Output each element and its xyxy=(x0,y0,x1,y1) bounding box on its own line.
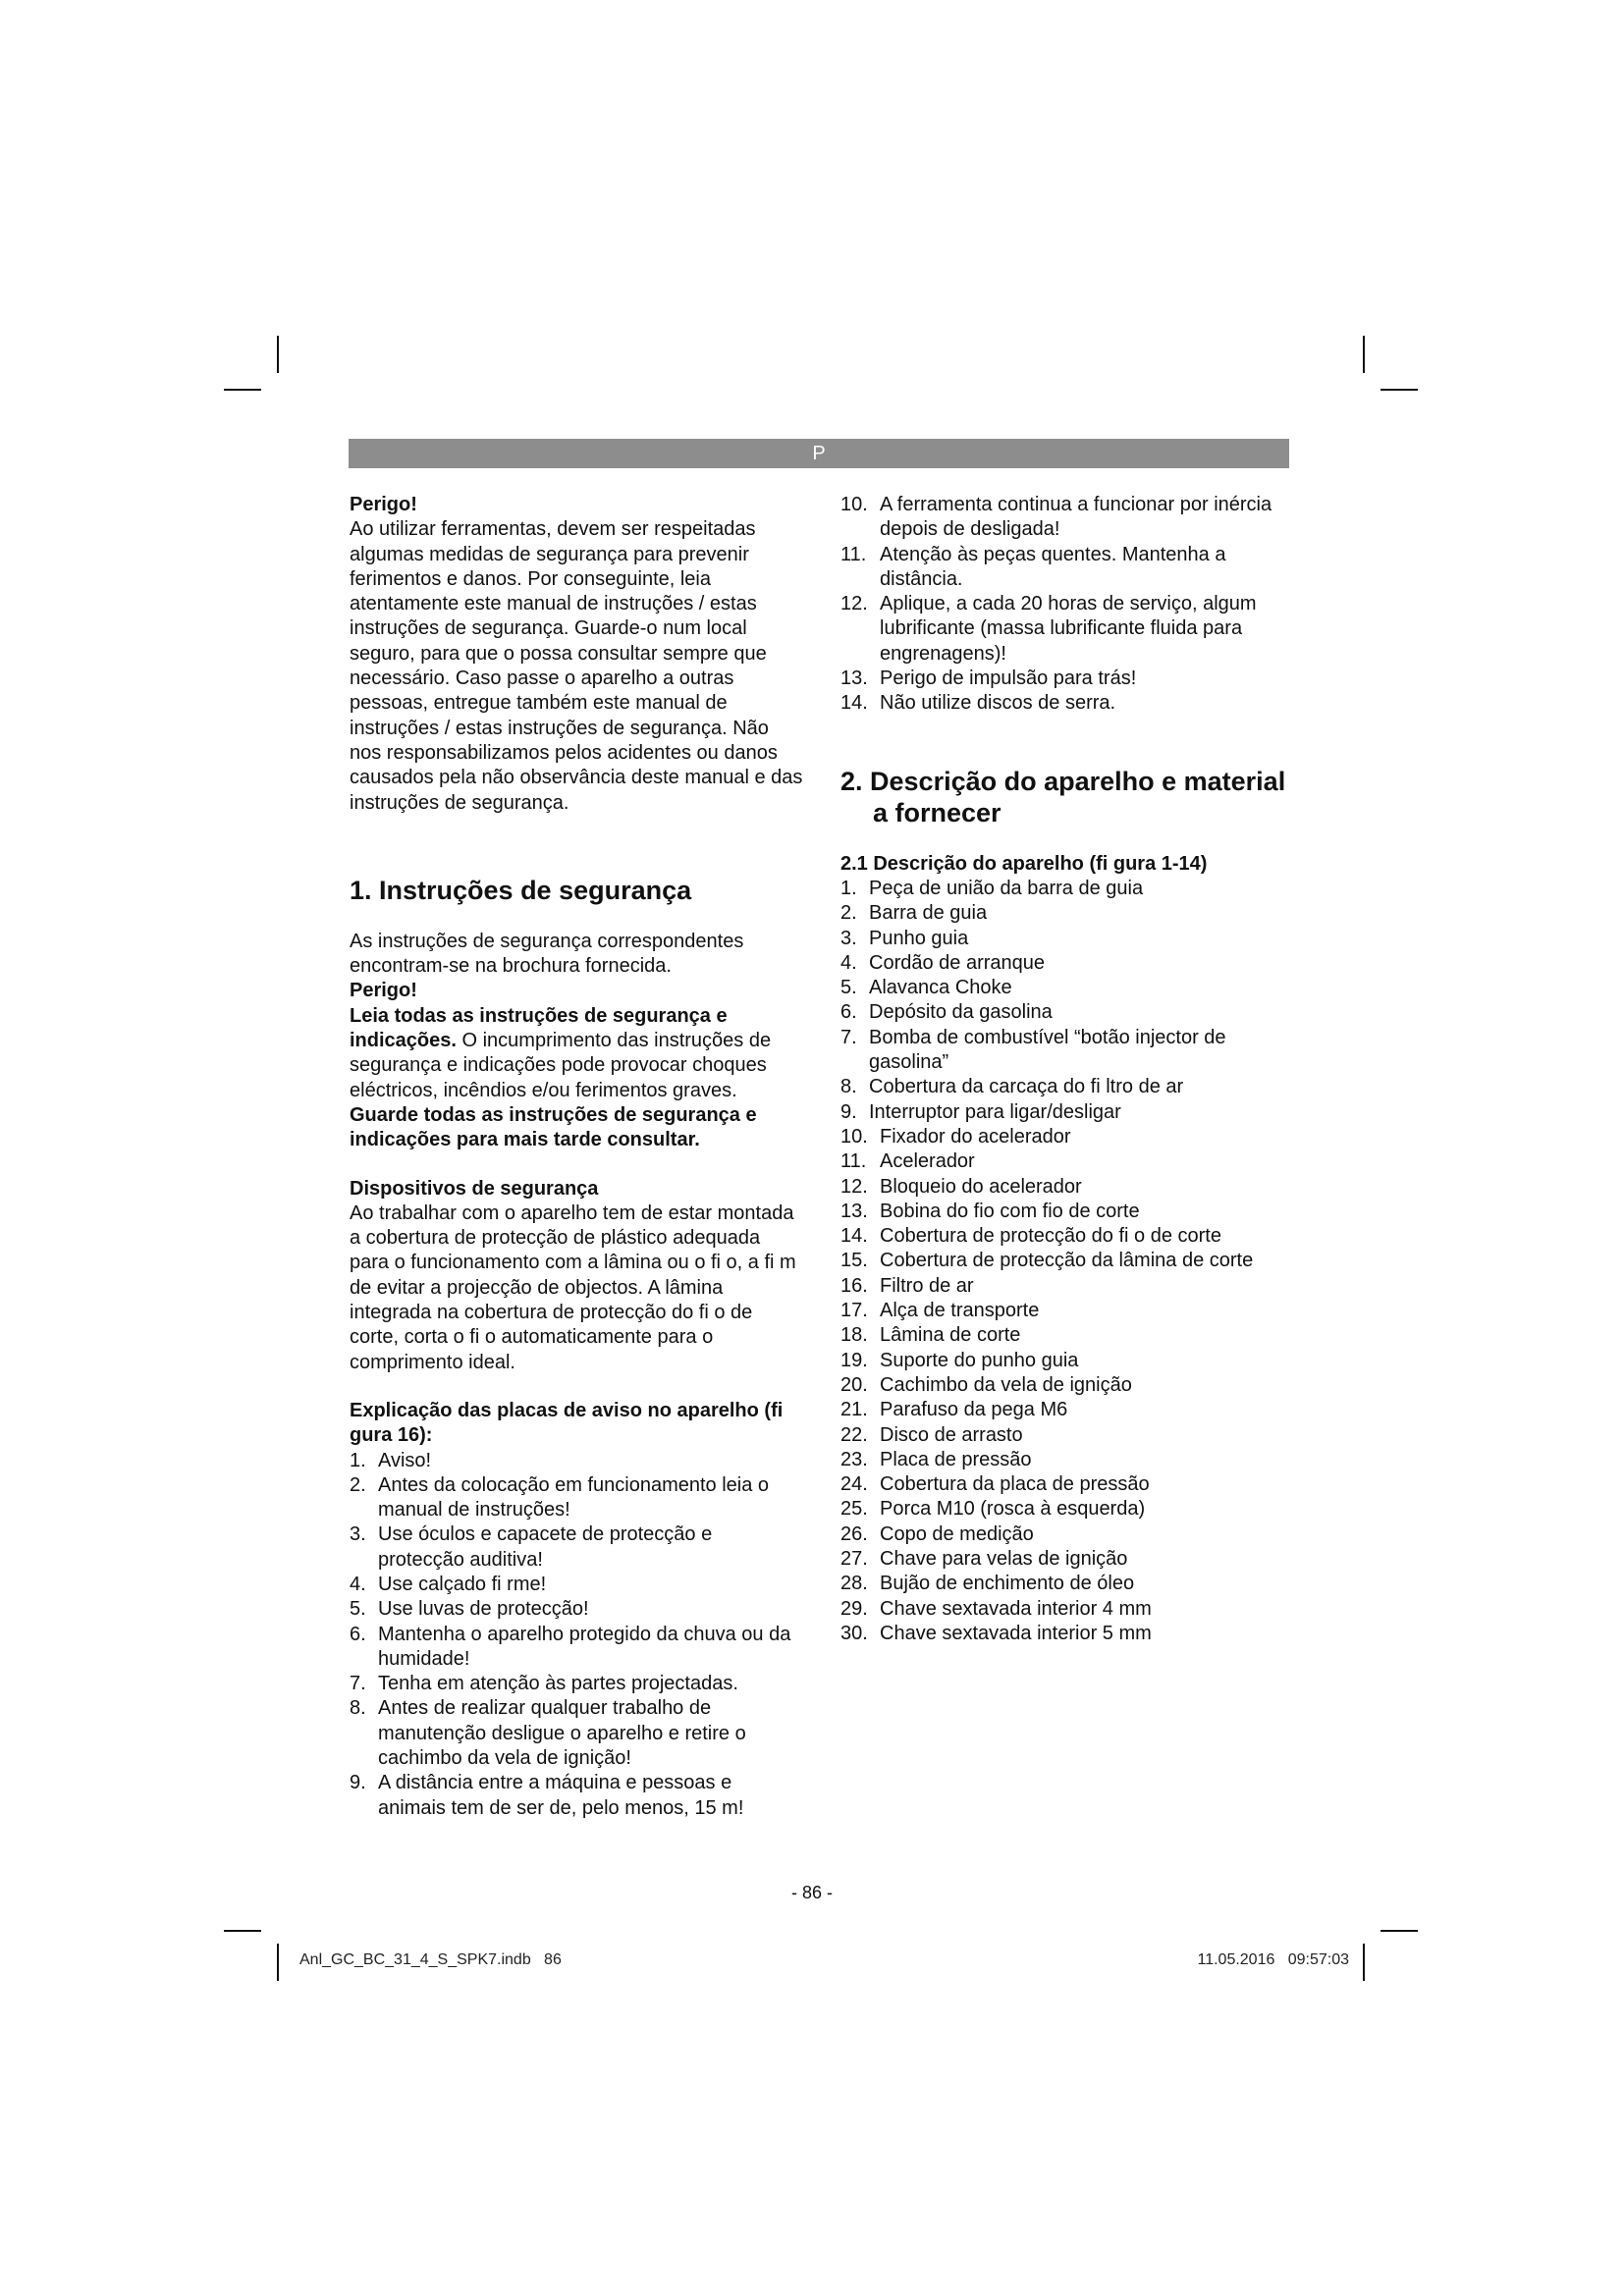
subsection-2-1-title: 2.1 Descrição do aparelho (fi gura 1-14) xyxy=(840,852,1208,875)
safety-devices-text: Ao trabalhar com o aparelho tem de estar montada a cobertura de protecção de plástico adequada para o funcionamento com a lâmina ou o fi o, a fi m de evitar a projecção de objectos. A lâmina integrada na cobertura de protecção do fi o de corte, corta o fi o automaticamente para o comprimento ideal. xyxy=(350,1201,796,1373)
list-item: 6. Mantenha o aparelho protegido da chuva ou da humidade! xyxy=(350,1623,791,1670)
keep-instructions-note: Guarde todas as instruções de segurança e indicações para mais tarde consultar. xyxy=(350,1103,757,1151)
list-item: 4. Cordão de arranque xyxy=(840,951,1046,974)
crop-mark xyxy=(224,389,261,391)
crop-mark xyxy=(1363,336,1365,373)
warning-text-2 xyxy=(350,1004,803,1103)
language-header-bar: P xyxy=(349,439,1289,468)
list-item: 15. Cobertura de protecção da lâmina de corte xyxy=(840,1250,1254,1272)
list-item: 20. Cachimbo da vela de ignição xyxy=(840,1373,1132,1396)
warning-signs-list-continued xyxy=(840,493,1294,717)
list-item: 25. Porca M10 (rosca à esquerda) xyxy=(840,1498,1146,1521)
list-item: 5. Use luvas de protecção! xyxy=(350,1598,589,1621)
warning-bold-lead: Leia todas as instruções de segurança e indicações. xyxy=(350,1004,728,1052)
list-item: 11. Atenção às peças quentes. Mantenha a distância. xyxy=(840,543,1226,590)
list-item: 21. Parafuso da pega M6 xyxy=(840,1399,1068,1421)
list-item: 19. Suporte do punho guia xyxy=(840,1349,1079,1371)
left-column xyxy=(350,493,803,1821)
list-item: 5. Alavanca Choke xyxy=(840,977,1012,999)
crop-mark xyxy=(1380,389,1418,391)
list-item: 29. Chave sextavada interior 4 mm xyxy=(840,1597,1152,1620)
list-item: 12. Bloqueio do acelerador xyxy=(840,1175,1082,1198)
crop-mark xyxy=(277,336,279,373)
warning-signs-title: Explicação das placas de aviso no aparelho (fi gura 16): xyxy=(350,1399,784,1447)
safety-devices-title: Dispositivos de segurança xyxy=(350,1177,599,1200)
list-item: 16. Filtro de ar xyxy=(840,1274,974,1297)
list-item: 1. Aviso! xyxy=(350,1449,432,1471)
list-item: 10. Fixador do acelerador xyxy=(840,1125,1071,1148)
list-item: 11. Acelerador xyxy=(840,1150,975,1173)
list-item: 7. Bomba de combustível “botão injector de gasolina” xyxy=(840,1026,1226,1074)
right-column xyxy=(840,493,1294,1646)
list-item: 14. Cobertura de protecção do fi o de corte xyxy=(840,1225,1221,1248)
list-item: 12. Aplique, a cada 20 horas de serviço, algum lubrificante (massa lubrificante fluida para engrenagens)! xyxy=(840,593,1257,665)
parts-list xyxy=(840,877,1294,1125)
list-item: 8. Cobertura da carcaça do fi ltro de ar xyxy=(840,1076,1184,1098)
list-item: 6. Depósito da gasolina xyxy=(840,1001,1053,1024)
list-item: 30. Chave sextavada interior 5 mm xyxy=(840,1622,1152,1644)
warning-title: Perigo! xyxy=(350,494,417,515)
list-item: 1. Peça de união da barra de guia xyxy=(840,877,1144,899)
crop-mark xyxy=(1363,1944,1365,1981)
list-item: 13. Perigo de impulsão para trás! xyxy=(840,667,1137,690)
crop-mark xyxy=(1380,1930,1418,1932)
list-item: 18. Lâmina de corte xyxy=(840,1324,1021,1347)
footer-filename: Anl_GC_BC_31_4_S_SPK7.indb 86 xyxy=(299,1951,562,1968)
list-item: 9. Interruptor para ligar/desligar xyxy=(840,1100,1121,1123)
list-item: 26. Copo de medição xyxy=(840,1522,1034,1545)
crop-mark xyxy=(277,1944,279,1981)
list-item: 3. Use óculos e capacete de protecção e protecção auditiva! xyxy=(350,1523,713,1571)
list-item: 4. Use calçado fi rme! xyxy=(350,1573,547,1595)
list-item: 7. Tenha em atenção às partes projectadas. xyxy=(350,1673,738,1695)
list-item: 14. Não utilize discos de serra. xyxy=(840,692,1116,715)
list-item: 22. Disco de arrasto xyxy=(840,1423,1023,1446)
parts-list-continued xyxy=(840,1125,1294,1646)
page-number: - 86 - xyxy=(790,1883,833,1902)
section-1-title: 1. Instruções de segurança xyxy=(350,875,692,905)
warning-body: O incumprimento das instruções de segurança e indicações pode provocar choques eléctricos, incêndios e/ou ferimentos graves. xyxy=(350,1030,772,1101)
list-item: 13. Bobina do fio com fio de corte xyxy=(840,1200,1140,1222)
list-item: 10. A ferramenta continua a funcionar por inércia depois de desligada! xyxy=(840,494,1272,541)
list-item: 2. Antes da colocação em funcionamento leia o manual de instruções! xyxy=(350,1473,770,1522)
warning-title-2: Perigo! xyxy=(350,980,417,1002)
footer-timestamp: 11.05.2016 09:57:03 xyxy=(1197,1951,1349,1968)
list-item: 23. Placa de pressão xyxy=(840,1448,1032,1470)
list-item: 2. Barra de guia xyxy=(840,902,988,925)
list-item: 27. Chave para velas de ignição xyxy=(840,1547,1128,1570)
warning-signs-list xyxy=(350,1449,803,1821)
crop-mark xyxy=(224,1930,261,1932)
list-item: 17. Alça de transporte xyxy=(840,1300,1040,1322)
list-item: 9. A distância entre a máquina e pessoas e animais tem de ser de, pelo menos, 15 m! xyxy=(350,1772,744,1819)
section-2-title: 2. Descrição do aparelho e material a fornecer xyxy=(840,766,1286,828)
list-item: 24. Cobertura da placa de pressão xyxy=(840,1473,1150,1496)
section-1-intro: As instruções de segurança correspondentes encontram-se na brochura fornecida. xyxy=(350,930,744,978)
warning-text: Ao utilizar ferramentas, devem ser respeitadas algumas medidas de segurança para prevenir ferimentos e danos. Por conseguinte, leia atentamente este manual de instruções / estas instruções de segurança. Guarde-o num local seguro, para que o possa consultar sempre que necessário. Caso passe o aparelho a outras pessoas, entregue também este manual de instruções / estas instruções de segurança. Não nos responsabilizamos pelos acidentes ou danos causados pela não observância deste manual e das instruções de segurança. xyxy=(350,518,803,814)
list-item: 8. Antes de realizar qualquer trabalho de manutenção desligue o aparelho e retire o cachimbo da vela de ignição! xyxy=(350,1697,746,1770)
list-item: 3. Punho guia xyxy=(840,927,969,949)
list-item: 28. Bujão de enchimento de óleo xyxy=(840,1573,1135,1595)
